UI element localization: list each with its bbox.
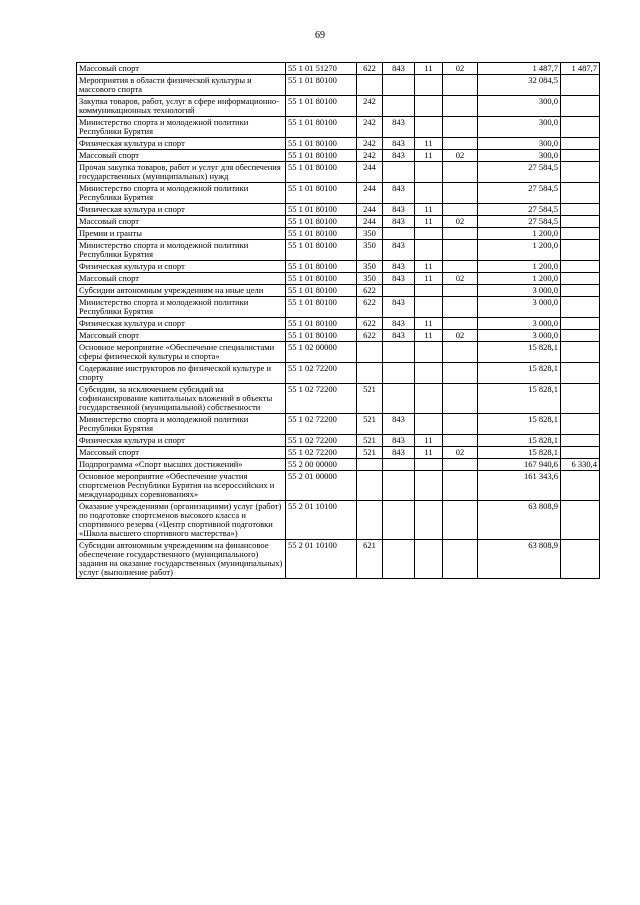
section-code-cell [415,240,443,261]
table-body [77,63,600,579]
row-name-cell: Министерство спорта и молодежной политики Республики Бурятия [77,183,286,204]
table-row [77,342,600,363]
target-code-cell: 55 1 02 72200 [286,414,357,435]
target-code-cell: 55 2 01 10100 [286,501,357,540]
expense-type-code-cell: 521 [357,447,383,459]
section-code-cell: 11 [415,216,443,228]
row-name-cell: Мероприятия в области физической культуры и массового спорта [77,75,286,96]
ministry-code-cell: 843 [383,138,415,150]
ministry-code-cell: 843 [383,63,415,75]
target-code-cell: 55 1 01 80100 [286,240,357,261]
sum-total-cell: 15 828,1 [478,363,561,384]
row-name-cell: Массовый спорт [77,447,286,459]
expense-type-code-cell: 242 [357,150,383,162]
ministry-code-cell: 843 [383,261,415,273]
section-code-cell [415,414,443,435]
target-code-cell: 55 1 01 80100 [286,216,357,228]
sum-federal-cell [561,183,600,204]
sum-federal-cell [561,384,600,414]
row-name-cell: Субсидии автономным учреждениям на иные цели [77,285,286,297]
expense-type-code-cell [357,342,383,363]
target-code-cell: 55 1 01 80100 [286,228,357,240]
expense-type-code-cell: 350 [357,228,383,240]
ministry-code-cell: 843 [383,297,415,318]
table-row [77,162,600,183]
ministry-code-cell: 843 [383,330,415,342]
subsection-code-cell [443,501,478,540]
sum-total-cell: 27 584,5 [478,183,561,204]
row-name-cell: Министерство спорта и молодежной политики Республики Бурятия [77,414,286,435]
sum-federal-cell [561,501,600,540]
sum-total-cell: 15 828,1 [478,384,561,414]
expense-type-code-cell [357,471,383,501]
row-name-cell: Министерство спорта и молодежной политики Республики Бурятия [77,117,286,138]
section-code-cell [415,342,443,363]
sum-total-cell: 27 584,5 [478,162,561,183]
expense-type-code-cell: 622 [357,318,383,330]
sum-federal-cell [561,261,600,273]
target-code-cell: 55 1 02 72200 [286,363,357,384]
table-row [77,540,600,579]
sum-federal-cell [561,540,600,579]
subsection-code-cell [443,75,478,96]
sum-federal-cell [561,471,600,501]
target-code-cell: 55 1 01 80100 [286,162,357,183]
sum-total-cell: 32 084,5 [478,75,561,96]
target-code-cell: 55 1 01 80100 [286,117,357,138]
table-row [77,501,600,540]
sum-federal-cell [561,138,600,150]
ministry-code-cell: 843 [383,204,415,216]
sum-total-cell: 300,0 [478,117,561,138]
table-row [77,273,600,285]
sum-federal-cell [561,240,600,261]
section-code-cell: 11 [415,273,443,285]
ministry-code-cell: 843 [383,117,415,138]
table-row [77,330,600,342]
subsection-code-cell [443,183,478,204]
sum-total-cell: 3 000,0 [478,285,561,297]
row-name-cell: Закупка товаров, работ, услуг в сфере информационно-коммуникационных технологий [77,96,286,117]
ministry-code-cell [383,459,415,471]
ministry-code-cell [383,75,415,96]
row-name-cell: Премии и гранты [77,228,286,240]
sum-federal-cell [561,435,600,447]
table-row [77,75,600,96]
target-code-cell: 55 2 01 10100 [286,540,357,579]
target-code-cell: 55 1 01 51270 [286,63,357,75]
sum-total-cell: 1 200,0 [478,240,561,261]
sum-total-cell: 1 200,0 [478,228,561,240]
row-name-cell: Массовый спорт [77,216,286,228]
target-code-cell: 55 1 01 80100 [286,261,357,273]
sum-federal-cell [561,204,600,216]
target-code-cell: 55 1 01 80100 [286,204,357,216]
ministry-code-cell [383,363,415,384]
table-row [77,285,600,297]
ministry-code-cell [383,285,415,297]
subsection-code-cell [443,96,478,117]
sum-total-cell: 300,0 [478,138,561,150]
expense-type-code-cell [357,501,383,540]
ministry-code-cell: 843 [383,318,415,330]
row-name-cell: Основное мероприятие «Обеспечение специалистами сферы физической культуры и спорта» [77,342,286,363]
ministry-code-cell [383,540,415,579]
expense-type-code-cell: 350 [357,261,383,273]
table-row [77,435,600,447]
row-name-cell: Прочая закупка товаров, работ и услуг для обеспечения государственных (муниципальных) нужд [77,162,286,183]
budget-table [76,62,600,579]
subsection-code-cell [443,297,478,318]
expense-type-code-cell: 621 [357,540,383,579]
target-code-cell: 55 1 02 00000 [286,342,357,363]
table-row [77,318,600,330]
subsection-code-cell: 02 [443,330,478,342]
subsection-code-cell [443,459,478,471]
row-name-cell: Массовый спорт [77,150,286,162]
sum-federal-cell [561,96,600,117]
sum-federal-cell [561,318,600,330]
subsection-code-cell [443,138,478,150]
target-code-cell: 55 1 01 80100 [286,183,357,204]
ministry-code-cell: 843 [383,240,415,261]
target-code-cell: 55 1 01 80100 [286,150,357,162]
expense-type-code-cell: 244 [357,216,383,228]
row-name-cell: Содержание инструкторов по физической культуре и спорту [77,363,286,384]
sum-total-cell: 167 940,6 [478,459,561,471]
page-number: 69 [315,30,325,41]
sum-total-cell: 63 808,9 [478,501,561,540]
expense-type-code-cell: 242 [357,117,383,138]
subsection-code-cell [443,384,478,414]
section-code-cell: 11 [415,150,443,162]
expense-type-code-cell: 521 [357,435,383,447]
table-row [77,363,600,384]
sum-total-cell: 15 828,1 [478,435,561,447]
sum-federal-cell [561,117,600,138]
sum-federal-cell [561,363,600,384]
row-name-cell: Оказание учреждениями (организациями) услуг (работ) по подготовке спортсменов высокого класса и спортивного резерва («Центр спортивной подготовки «Школа высшего спортивного мастерства») [77,501,286,540]
section-code-cell [415,501,443,540]
sum-federal-cell [561,447,600,459]
expense-type-code-cell: 242 [357,96,383,117]
expense-type-code-cell: 350 [357,273,383,285]
section-code-cell [415,183,443,204]
subsection-code-cell: 02 [443,63,478,75]
sum-total-cell: 3 000,0 [478,297,561,318]
ministry-code-cell [383,384,415,414]
subsection-code-cell: 02 [443,273,478,285]
section-code-cell [415,363,443,384]
row-name-cell: Массовый спорт [77,273,286,285]
section-code-cell: 11 [415,138,443,150]
ministry-code-cell [383,228,415,240]
section-code-cell [415,384,443,414]
subsection-code-cell: 02 [443,150,478,162]
expense-type-code-cell: 350 [357,240,383,261]
table-row [77,384,600,414]
sum-federal-cell [561,297,600,318]
sum-total-cell: 1 200,0 [478,261,561,273]
row-name-cell: Массовый спорт [77,330,286,342]
expense-type-code-cell [357,75,383,96]
table-row [77,459,600,471]
ministry-code-cell: 843 [383,183,415,204]
section-code-cell: 11 [415,447,443,459]
subsection-code-cell [443,261,478,273]
sum-total-cell: 1 487,7 [478,63,561,75]
subsection-code-cell [443,240,478,261]
target-code-cell: 55 1 01 80100 [286,75,357,96]
ministry-code-cell: 843 [383,150,415,162]
target-code-cell: 55 1 01 80100 [286,285,357,297]
expense-type-code-cell: 521 [357,384,383,414]
ministry-code-cell [383,96,415,117]
sum-total-cell: 1 200,0 [478,273,561,285]
table-row [77,240,600,261]
sum-total-cell: 63 808,9 [478,540,561,579]
section-code-cell: 11 [415,318,443,330]
ministry-code-cell [383,471,415,501]
sum-total-cell: 3 000,0 [478,318,561,330]
table-row [77,471,600,501]
ministry-code-cell [383,342,415,363]
section-code-cell: 11 [415,63,443,75]
expense-type-code-cell: 244 [357,204,383,216]
subsection-code-cell [443,540,478,579]
row-name-cell: Основное мероприятие «Обеспечение участия спортсменов Республики Бурятия на всероссийских и международных соревнованиях» [77,471,286,501]
ministry-code-cell: 843 [383,216,415,228]
row-name-cell: Министерство спорта и молодежной политики Республики Бурятия [77,297,286,318]
sum-federal-cell [561,150,600,162]
row-name-cell: Физическая культура и спорт [77,261,286,273]
row-name-cell: Массовый спорт [77,63,286,75]
subsection-code-cell [443,204,478,216]
table-row [77,216,600,228]
section-code-cell [415,297,443,318]
table-row [77,261,600,273]
subsection-code-cell [443,363,478,384]
subsection-code-cell [443,342,478,363]
expense-type-code-cell: 242 [357,138,383,150]
section-code-cell [415,117,443,138]
row-name-cell: Подпрограмма «Спорт высших достижений» [77,459,286,471]
subsection-code-cell [443,117,478,138]
table-row [77,447,600,459]
ministry-code-cell [383,162,415,183]
section-code-cell [415,285,443,297]
target-code-cell: 55 2 00 00000 [286,459,357,471]
sum-total-cell: 300,0 [478,96,561,117]
row-name-cell: Министерство спорта и молодежной политики Республики Бурятия [77,240,286,261]
target-code-cell: 55 1 01 80100 [286,318,357,330]
target-code-cell: 55 1 01 80100 [286,138,357,150]
section-code-cell [415,162,443,183]
section-code-cell: 11 [415,204,443,216]
subsection-code-cell [443,471,478,501]
ministry-code-cell: 843 [383,273,415,285]
table-row [77,117,600,138]
subsection-code-cell [443,435,478,447]
row-name-cell: Субсидии, за исключением субсидий на софинансирование капитальных вложений в объекты государственной (муниципальной) собственности [77,384,286,414]
table-row [77,297,600,318]
target-code-cell: 55 1 01 80100 [286,330,357,342]
expense-type-code-cell: 622 [357,330,383,342]
section-code-cell: 11 [415,435,443,447]
expense-type-code-cell: 622 [357,63,383,75]
section-code-cell [415,540,443,579]
target-code-cell: 55 1 02 72200 [286,384,357,414]
expense-type-code-cell: 622 [357,297,383,318]
sum-federal-cell [561,330,600,342]
sum-total-cell: 161 343,6 [478,471,561,501]
sum-total-cell: 27 584,5 [478,216,561,228]
sum-total-cell: 300,0 [478,150,561,162]
subsection-code-cell [443,228,478,240]
sum-federal-cell [561,216,600,228]
expense-type-code-cell: 521 [357,414,383,435]
expense-type-code-cell [357,363,383,384]
subsection-code-cell [443,162,478,183]
table-row [77,96,600,117]
row-name-cell: Физическая культура и спорт [77,138,286,150]
ministry-code-cell: 843 [383,435,415,447]
section-code-cell [415,96,443,117]
sum-federal-cell [561,273,600,285]
table-row [77,204,600,216]
expense-type-code-cell: 244 [357,162,383,183]
ministry-code-cell [383,501,415,540]
subsection-code-cell: 02 [443,447,478,459]
sum-total-cell: 15 828,1 [478,414,561,435]
sum-federal-cell [561,162,600,183]
ministry-code-cell: 843 [383,414,415,435]
expense-type-code-cell: 622 [357,285,383,297]
sum-total-cell: 15 828,1 [478,447,561,459]
target-code-cell: 55 1 02 72200 [286,447,357,459]
expense-type-code-cell: 244 [357,183,383,204]
target-code-cell: 55 1 01 80100 [286,96,357,117]
subsection-code-cell [443,318,478,330]
sum-federal-cell: 1 487,7 [561,63,600,75]
section-code-cell [415,75,443,96]
sum-total-cell: 3 000,0 [478,330,561,342]
expense-type-code-cell [357,459,383,471]
section-code-cell: 11 [415,261,443,273]
sum-federal-cell [561,285,600,297]
target-code-cell: 55 1 01 80100 [286,273,357,285]
section-code-cell [415,471,443,501]
row-name-cell: Физическая культура и спорт [77,435,286,447]
table-row [77,183,600,204]
table-row [77,228,600,240]
sum-federal-cell [561,414,600,435]
sum-federal-cell [561,342,600,363]
target-code-cell: 55 1 02 72200 [286,435,357,447]
sum-federal-cell [561,228,600,240]
sum-federal-cell [561,75,600,96]
subsection-code-cell [443,414,478,435]
table-row [77,138,600,150]
sum-total-cell: 27 584,5 [478,204,561,216]
sum-total-cell: 15 828,1 [478,342,561,363]
row-name-cell: Субсидии автономным учреждениям на финансовое обеспечение государственного (муниципального) задания на оказание государственных (муниципальных) услуг (выполнение работ) [77,540,286,579]
sum-federal-cell: 6 330,4 [561,459,600,471]
subsection-code-cell: 02 [443,216,478,228]
row-name-cell: Физическая культура и спорт [77,318,286,330]
target-code-cell: 55 1 01 80100 [286,297,357,318]
subsection-code-cell [443,285,478,297]
target-code-cell: 55 2 01 00000 [286,471,357,501]
section-code-cell [415,228,443,240]
section-code-cell [415,459,443,471]
table-row [77,414,600,435]
ministry-code-cell: 843 [383,447,415,459]
section-code-cell: 11 [415,330,443,342]
table-row [77,150,600,162]
table-row [77,63,600,75]
row-name-cell: Физическая культура и спорт [77,204,286,216]
